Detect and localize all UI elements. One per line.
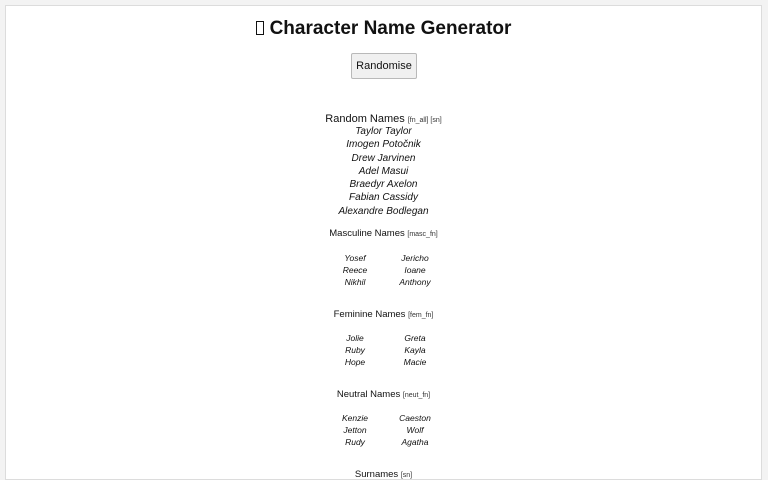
sn-tag-link[interactable]: [sn] (430, 117, 442, 124)
random-name-item: Adel Masui (358, 165, 409, 177)
masculine-name-item: Yosef (344, 253, 366, 263)
feminine-name-item: Hope (344, 357, 366, 367)
generator-panel (5, 5, 762, 480)
feminine-name-item: Ruby (345, 345, 365, 355)
surnames-title: Surnames (354, 469, 399, 480)
fn-all-tag-link[interactable]: [fn_all] (407, 117, 429, 124)
neutral-name-item: Agatha (401, 437, 429, 447)
random-name-item: Taylor Taylor (355, 126, 412, 137)
masculine-name-item: Anthony (399, 277, 431, 287)
neutral-name-item: Jetton (343, 425, 367, 435)
feminine-name-item: Kayla (404, 345, 426, 355)
random-names-title: Random Names (325, 113, 405, 125)
feminine-name-item: Jolie (346, 333, 364, 343)
neutral-names-title: Neutral Names (336, 389, 401, 400)
sn-surnames-tag-link[interactable]: [sn] (400, 472, 413, 479)
masculine-name-item: Nikhil (344, 277, 366, 287)
random-name-item: Alexandre Bodlegan (338, 205, 429, 217)
random-name-item: Fabian Cassidy (349, 192, 418, 204)
neut-fn-tag-link[interactable]: [neut_fn] (402, 392, 431, 399)
randomise-button[interactable]: Randomise (351, 53, 417, 79)
masculine-name-item: Ioane (404, 265, 426, 275)
neutral-name-item: Caeston (399, 413, 431, 423)
feminine-names-heading (6, 309, 761, 322)
neutral-name-item: Rudy (345, 437, 365, 447)
neutral-names-heading (6, 389, 761, 402)
feminine-names-title: Feminine Names (333, 309, 406, 320)
masculine-names-title: Masculine Names (329, 228, 405, 239)
neutral-name-item: Kenzie (342, 413, 368, 423)
random-name-item: Imogen Potočnik (346, 139, 421, 151)
page-title (6, 18, 761, 40)
feminine-name-item: Macie (403, 357, 427, 367)
page-title-text: Character Name Generator (269, 18, 512, 39)
neutral-name-item: Wolf (406, 425, 424, 435)
surnames-heading (6, 469, 761, 480)
feminine-name-item: Greta (404, 333, 426, 343)
masc-fn-tag-link[interactable]: [masc_fn] (407, 231, 438, 238)
random-names-list (6, 125, 761, 218)
random-name-item: Braedyr Axelon (349, 179, 418, 191)
masculine-names-heading (6, 228, 761, 241)
missing-glyph-icon (256, 21, 264, 35)
masculine-name-item: Reece (342, 265, 368, 275)
fem-fn-tag-link[interactable]: [fem_fn] (408, 312, 434, 319)
masculine-name-item: Jericho (401, 253, 429, 263)
random-name-item: Drew Jarvinen (351, 152, 416, 164)
